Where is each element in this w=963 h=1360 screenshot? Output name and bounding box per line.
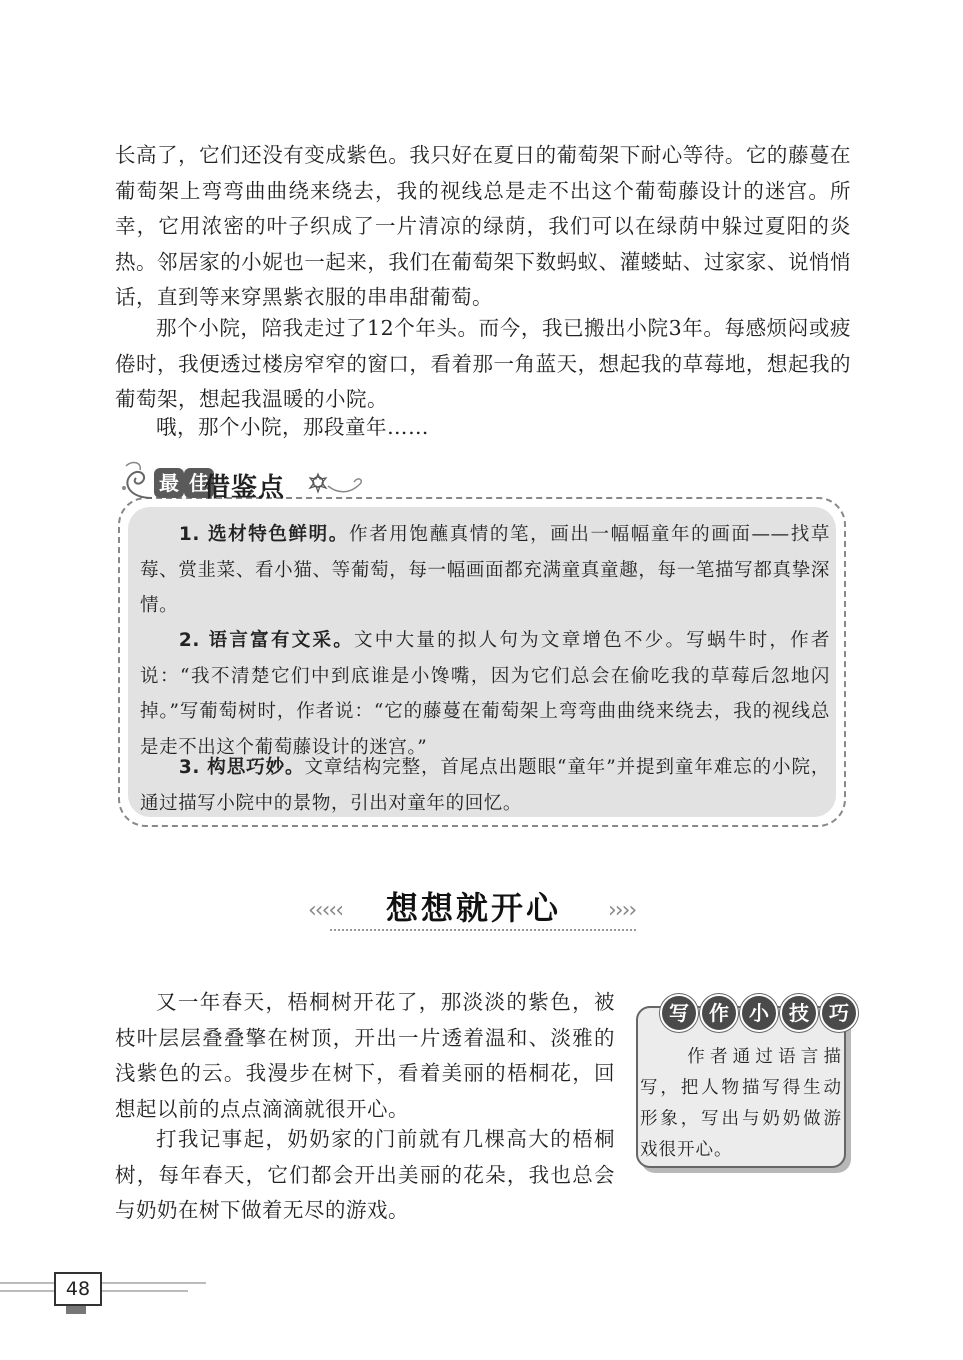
chevrons-right-icon: ›››› [608, 898, 636, 923]
best-point-1-head: 1. 选材特色鲜明。 [178, 524, 349, 545]
new-story-paragraph-2: 打我记事起，奶奶家的门前就有几棵高大的梧桐树，每年春天，它们都会开出美丽的花朵，我也总会与奶奶在树下做着无尽的游戏。 [115, 1127, 615, 1222]
page-number-stand [66, 1306, 86, 1314]
best-point-2-body: 文中大量的拟人句为文章增色不少。写蜗牛时，作者说：“我不清楚它们中到底谁是小馋嘴，因为它们总会在偷吃我的草莓后忽地闪掉。”写葡萄树时，作者说：“它的藤蔓在葡萄架上弯弯曲曲绕来绕去，我的视线总是走不出这个葡萄藤设计的迷宫。” [140, 630, 830, 758]
section-title: 想想就开心 [386, 889, 562, 927]
writing-tips-header [660, 994, 860, 1032]
best-point-3-body: 文章结构完整，首尾点出题眼“童年”并提到童年难忘的小院，通过描写小院中的景物，引出对童年的回忆。 [140, 757, 830, 814]
footer-line-left-1 [0, 1282, 54, 1284]
footer-line-left-2 [0, 1290, 54, 1292]
new-story-paragraph-1: 又一年春天，梧桐树开花了，那淡淡的紫色，被枝叶层层叠叠擎在树顶，开出一片透着温和、淡雅的浅紫色的云。我漫步在树下，看着美丽的梧桐花，回想起以前的点点滴滴就很开心。 [115, 990, 615, 1121]
best-badge-2: 佳 [184, 468, 214, 498]
best-point-1 [140, 517, 830, 624]
flower-ornament-icon [304, 464, 374, 504]
swirl-ornament-icon [118, 458, 158, 504]
page-number: 48 [54, 1272, 102, 1306]
writing-tips-char-2: 作 [700, 994, 738, 1032]
story-paragraph-2: 那个小院，陪我走过了12个年头。而今，我已搬出小院3年。每感烦闷或疲倦时，我便透过楼房窄窄的窗口，看着那一角蓝天，想起我的草莓地，想起我的葡萄架，想起我温暖的小院。 [115, 316, 851, 411]
writing-tips-char-3: 小 [740, 994, 778, 1032]
footer-line-right-1 [102, 1282, 206, 1284]
best-badge-1: 最 [154, 468, 184, 498]
writing-tips-char-4: 技 [780, 994, 818, 1032]
story-paragraph-3: 哦，那个小院，那段童年…… [156, 415, 429, 439]
best-point-3 [140, 750, 830, 821]
footer-line-right-2 [102, 1290, 188, 1292]
best-point-1-body: 作者用饱蘸真情的笔，画出一幅幅童年的画面——找草莓、赏韭菜、看小猫、等葡萄，每一幅画面都充满童真童趣，每一笔描写都真挚深情。 [140, 524, 831, 616]
best-points-header [118, 458, 378, 508]
writing-tips-char-5: 巧 [820, 994, 858, 1032]
best-point-3-head: 3. 构思巧妙。 [178, 757, 305, 778]
story-paragraph-1: 长高了，它们还没有变成紫色。我只好在夏日的葡萄架下耐心等待。它的藤蔓在葡萄架上弯弯曲曲绕来绕去，我的视线总是走不出这个葡萄藤设计的迷宫。所幸，它用浓密的叶子织成了一片清凉的绿荫，我们可以在绿荫中躲过夏阳的炎热。邻居家的小妮也一起来，我们在葡萄架下数蚂蚁、灌蝼蛄、过家家、说悄悄话，直到等来穿黑紫衣服的串串甜葡萄。 [115, 143, 851, 309]
best-point-2 [140, 623, 830, 765]
chevrons-left-icon: ‹‹‹‹‹ [308, 898, 342, 923]
best-point-2-head: 2. 语言富有文采。 [178, 630, 355, 651]
writing-tips-text: 作者通过语言描写，把人物描写得生动形象，写出与奶奶做游戏很开心。 [640, 1047, 842, 1160]
title-divider [330, 929, 636, 931]
writing-tips-char-1: 写 [660, 994, 698, 1032]
best-points-title: 借鉴点 [204, 473, 286, 503]
